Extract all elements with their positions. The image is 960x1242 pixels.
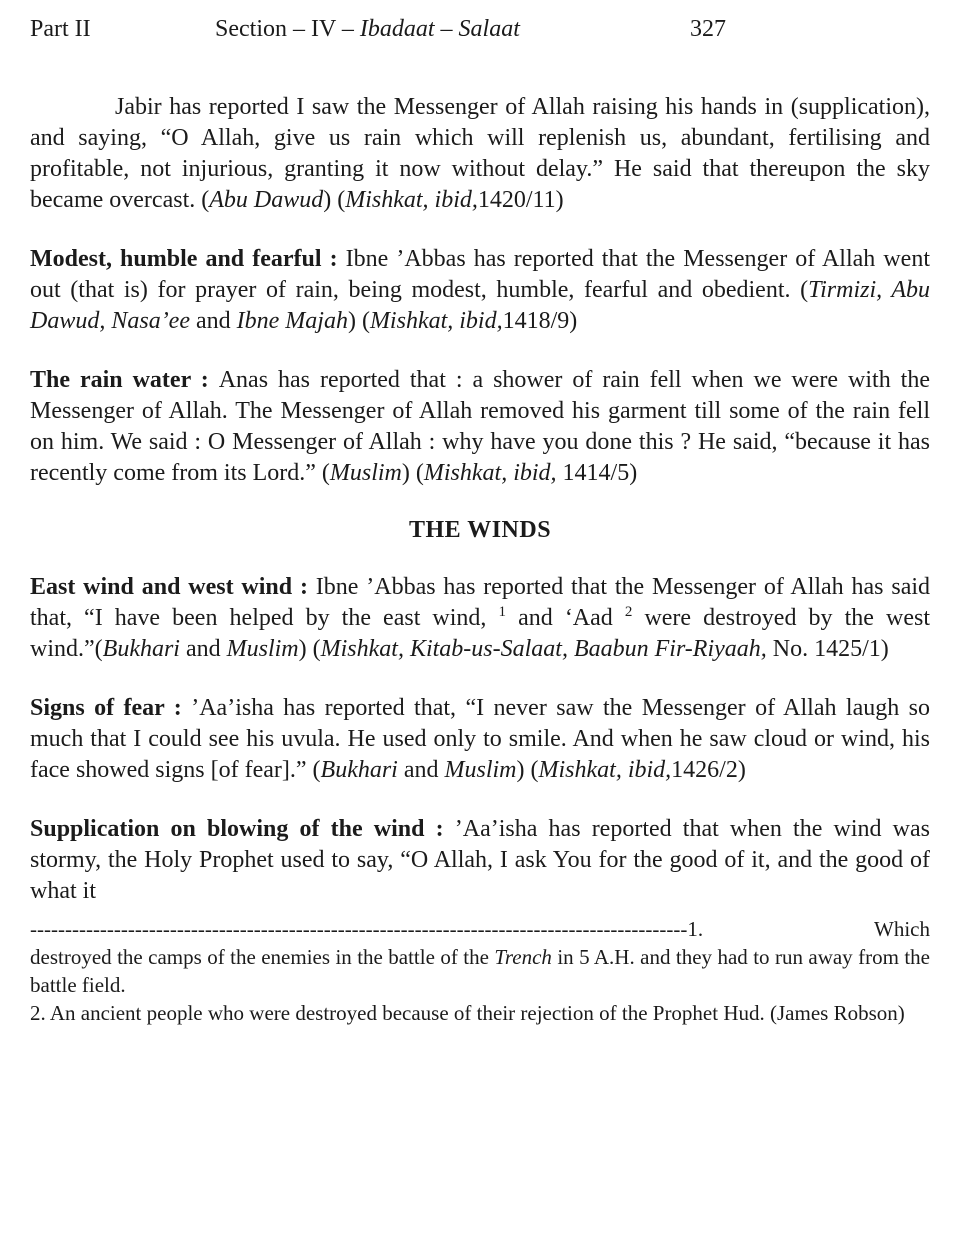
footnote-ref-1: 1 <box>498 604 507 620</box>
paragraph-east-west-wind: East wind and west wind : Ibne ’Abbas has reported that the Messenger of Allah has said that, “I have been helped by the east wind, $^1$ and ‘Aad $^2$ were destroyed by the west wind.”(Bukhari and Muslim) (Mishkat, Kitab-us-Salaat, Baabun Fir-Riyaah, No. 1425/1) <box>30 574 931 662</box>
paragraph-jabir-rain-supplication: Jabir has reported I saw the Messenger of Allah raising his hands in (supplication), and saying, “O Allah, give us rain which will replenish us, abundant, fertilising and profitable, not injurious, granting it now without delay.” He said that thereupon the sky became overcast. (Abu Dawud) (Mishkat, ibid,1420/11) <box>30 94 930 213</box>
footnote-ref-2: 2 <box>624 604 633 620</box>
footnote-2: 2. An ancient people who were destroyed because of their rejection of the Prophet Hud. (James Robson) <box>30 1001 905 1025</box>
footnote-1: destroyed the camps of the enemies in the battle of the Trench in 5 A.H. and they had to run away from the battle field. <box>30 945 931 997</box>
paragraph-supplication-wind: Supplication on blowing of the wind : ’Aa’isha has reported that when the wind was stormy, the Holy Prophet used to say, “O Allah, I ask You for the good of it, and the good of what it <box>30 816 930 904</box>
section-heading-the-winds: THE WINDS <box>408 517 552 543</box>
page-number: 327 <box>690 16 726 42</box>
paragraph-modest-humble-fearful: Modest, humble and fearful : Ibne ’Abbas has reported that the Messenger of Allah went out (that is) for prayer of rain, being modest, humble, fearful and obedient. (Tirmizi, Abu Dawud, Nasa’ee and Ibne Majah) (Mishkat, ibid,1418/9) <box>30 246 931 334</box>
paragraph-rain-water: The rain water : Anas has reported that : a shower of rain fell when we were with the Messenger of Allah. The Messenger of Allah removed his garment till some of the rain fell on him. We said : O Messenger of Allah : why have you done this ? He said, “because it has recently come from its Lord.” (Muslim) (Mishkat, ibid, 1414/5) <box>30 367 930 486</box>
paragraph-signs-of-fear: Signs of fear : ’Aa’isha has reported that, “I never saw the Messenger of Allah laugh so much that I could see his uvula. He used only to smile. And when he saw cloud or wind, his face showed signs [of fear].” (Bukhari and Muslim) (Mishkat, ibid,1426/2) <box>30 695 930 783</box>
footnote-separator <box>30 915 930 943</box>
footnote-separator-dashes: ----------------------------------------------------------------------------------------------1. <box>30 917 704 941</box>
page-header <box>30 16 930 52</box>
header-section-title: Section – IV – Ibadaat – Salaat <box>215 16 520 42</box>
footnote-1-first-word: Which <box>874 917 930 941</box>
header-part-label: Part II <box>30 16 91 42</box>
